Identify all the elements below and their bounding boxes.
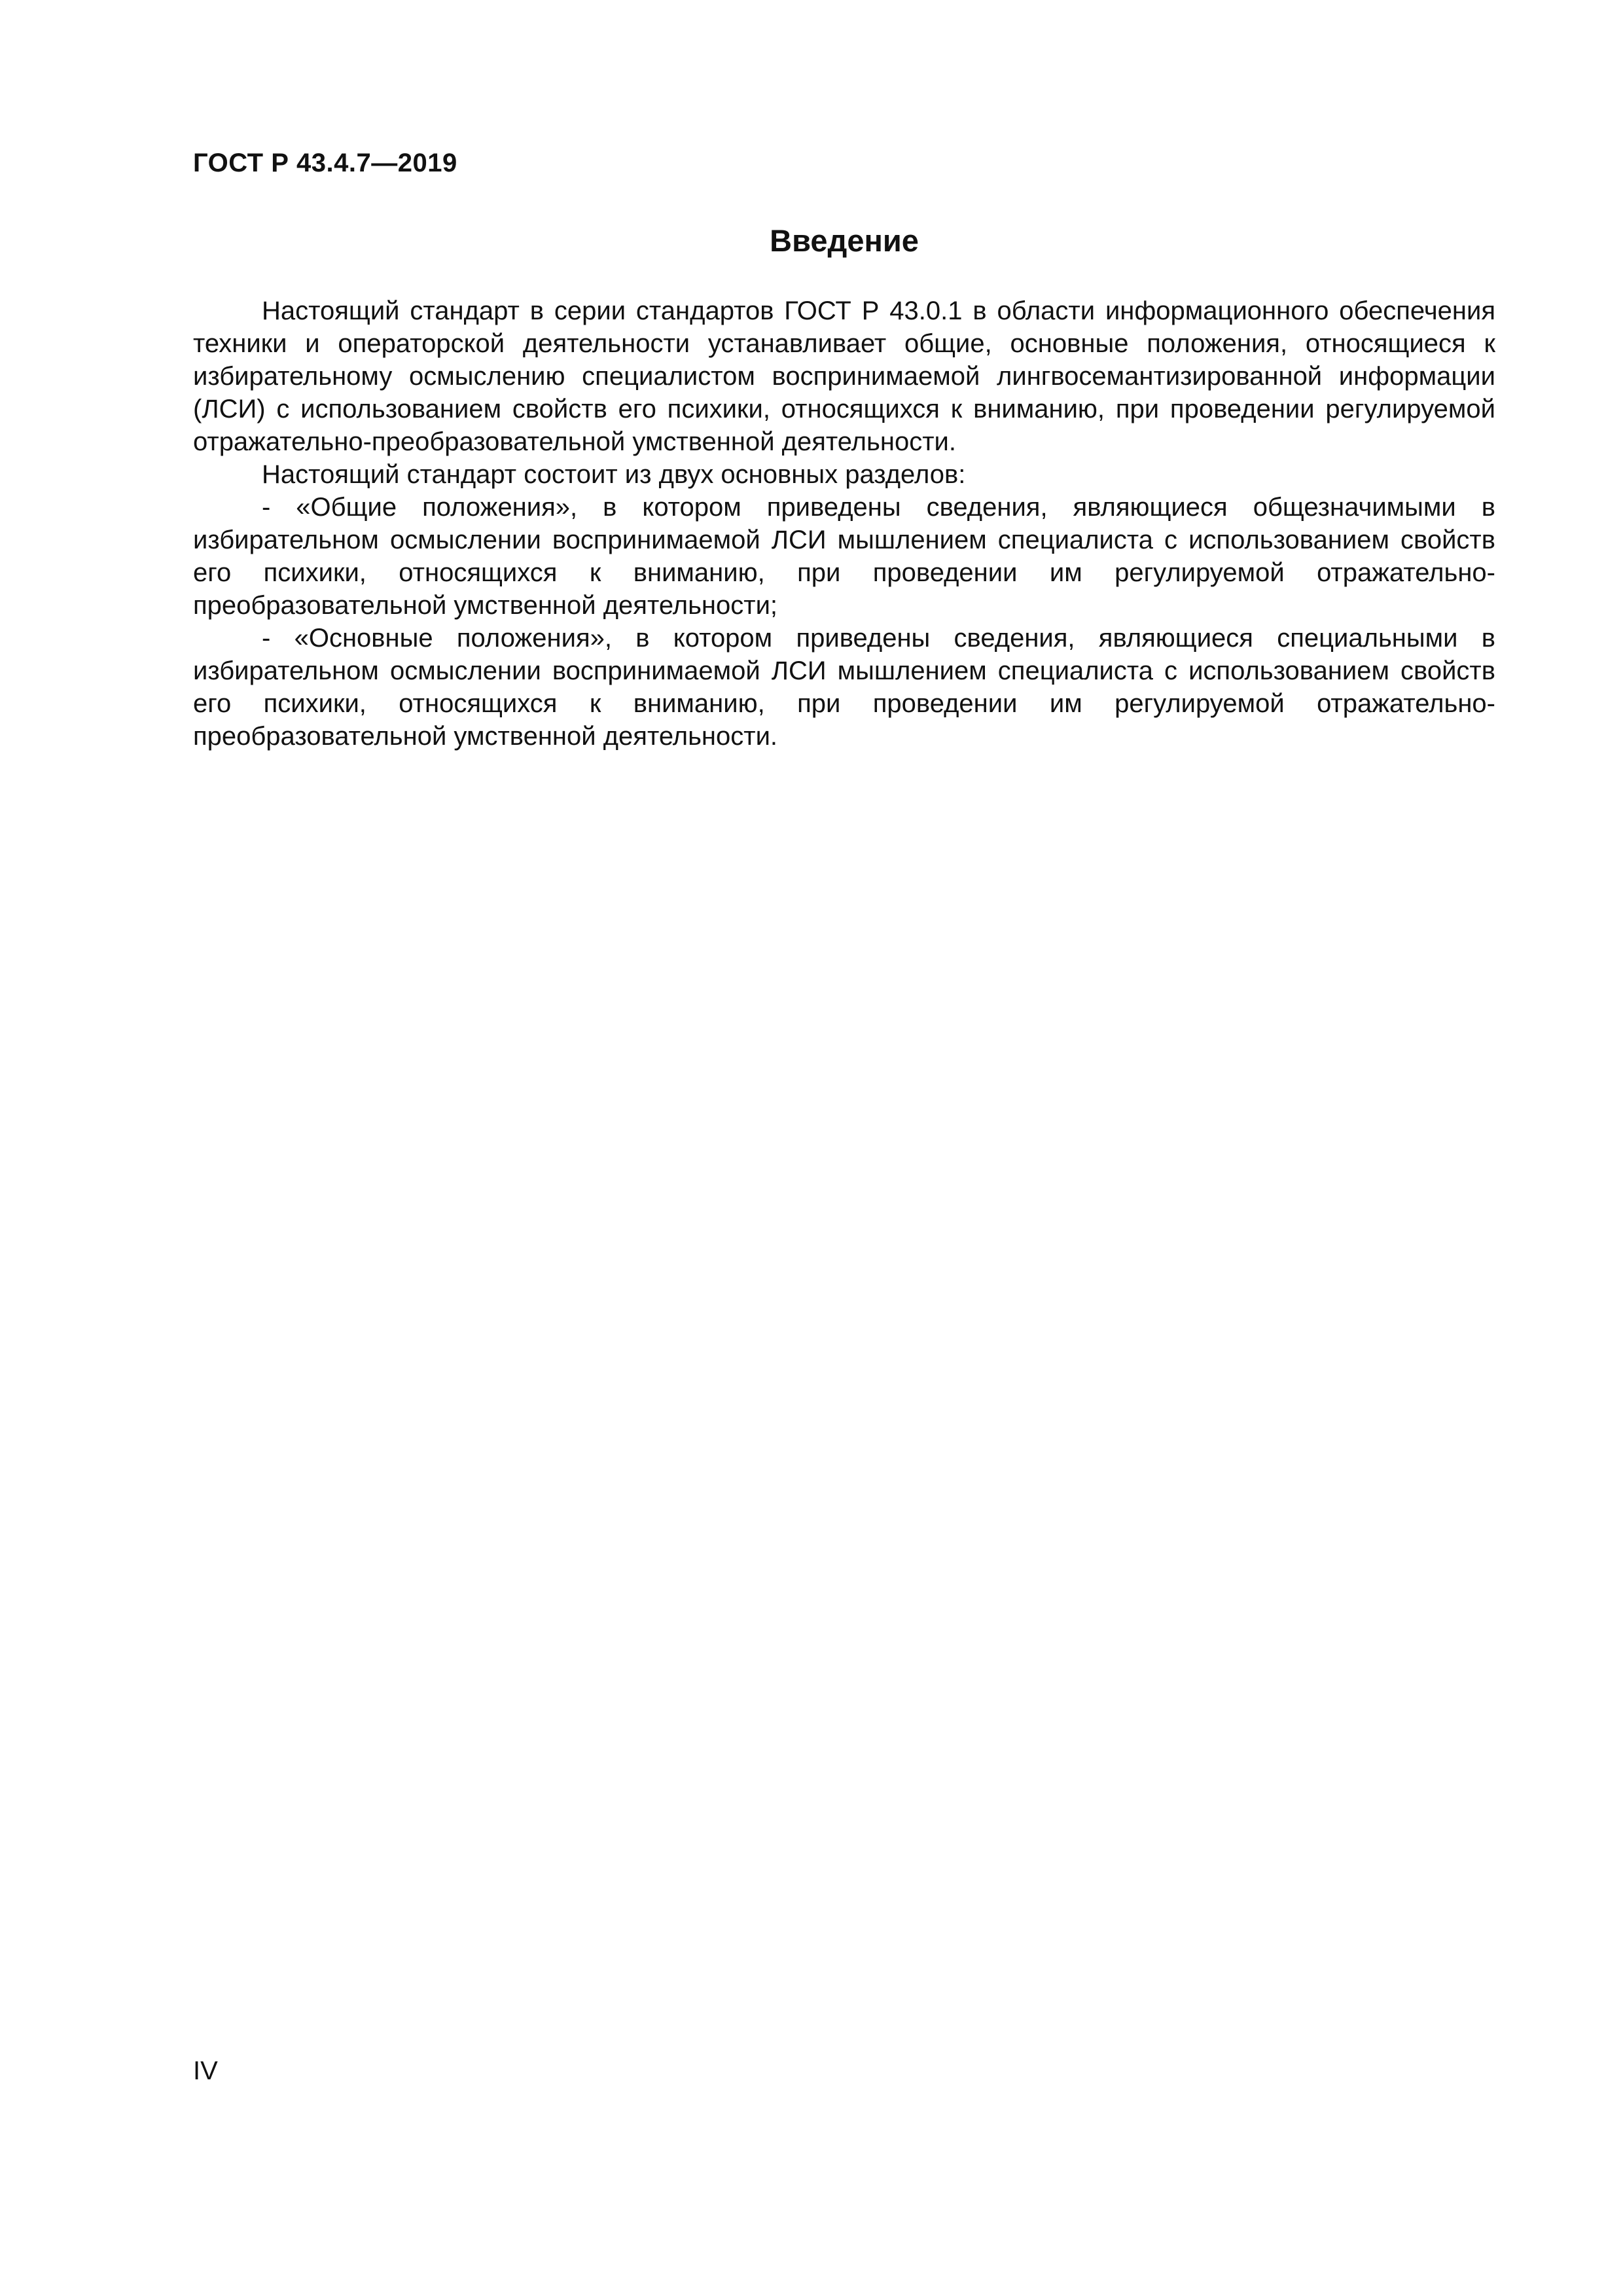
paragraph-structure: Настоящий стандарт состоит из двух основных разделов: xyxy=(262,460,966,489)
paragraph-main-provisions: - «Основные положения», в котором приведены сведения, являющиеся специальными в избирательном осмыслении воспринимаемой ЛСИ мышлением специалиста с использованием свойств его психики, относящихся к вниманию, при проведении им регулируемой отражательно-преобразовательной умственной деятельности. xyxy=(193,624,1495,751)
document-code: ГОСТ Р 43.4.7—2019 xyxy=(193,149,457,177)
paragraph-intro: Настоящий стандарт в серии стандартов ГОСТ Р 43.0.1 в области информационного обеспечения техники и операторской деятельности устанавливает общие, основные положения, относящиеся к избирательному осмыслению специалистом воспринимаемой лингвосемантизированной информации (ЛСИ) с использованием свойств его психики, относящихся к вниманию, при проведении регулируемой отражательно-преобразовательной умственной деятельности. xyxy=(193,296,1495,456)
page-number: IV xyxy=(193,2056,218,2085)
paragraph-general-provisions: - «Общие положения», в котором приведены сведения, являющиеся общезначимыми в избирательном осмыслении воспринимаемой ЛСИ мышлением специалиста с использованием свойств его психики, относящихся к вниманию, при проведении им регулируемой отражательно-преобразовательной умственной деятельности; xyxy=(193,493,1495,620)
section-title: Введение xyxy=(770,223,919,258)
section-body xyxy=(193,295,1495,753)
